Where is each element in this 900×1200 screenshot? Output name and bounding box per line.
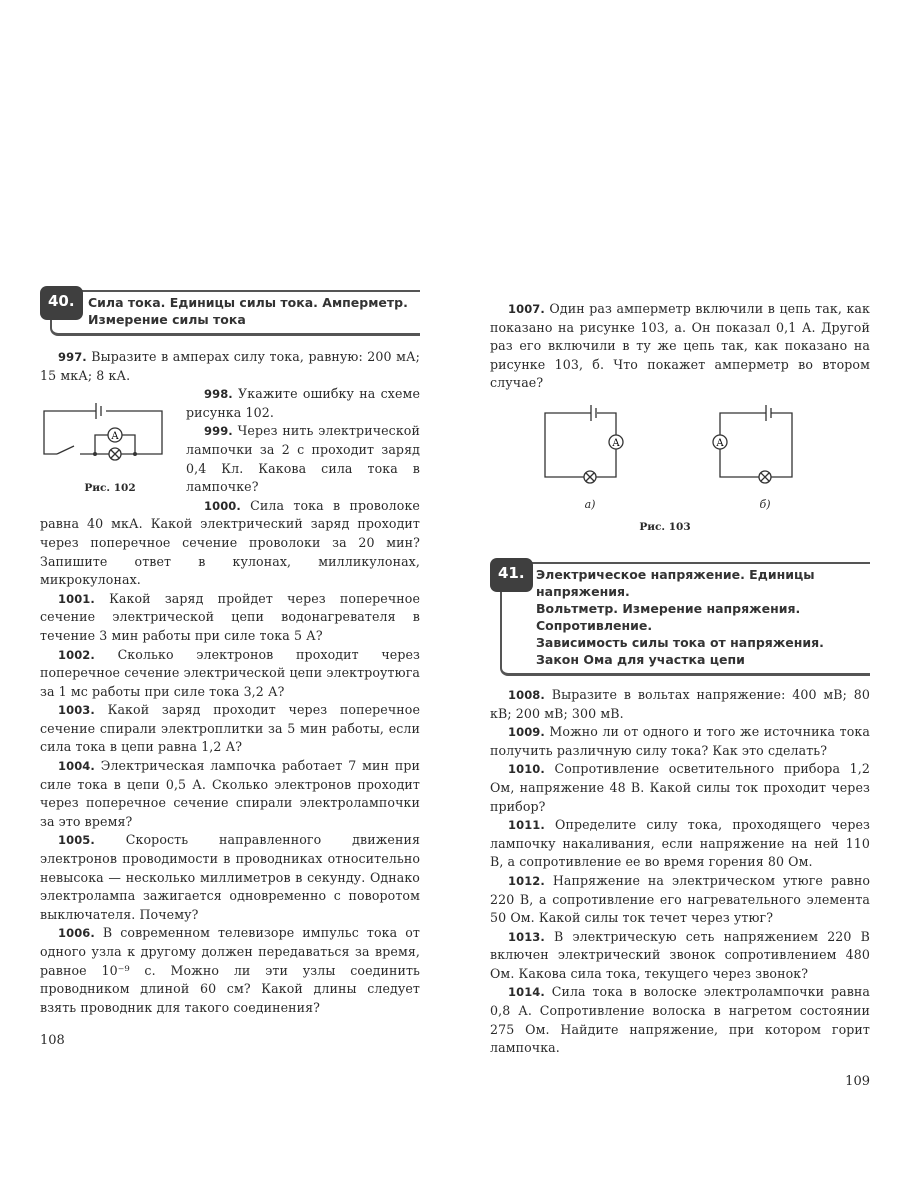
ammeter-label-a: A: [612, 437, 620, 449]
sublabel-b: б): [759, 497, 771, 511]
problem: 1008. Выразите в вольтах напряжение: 400 мВ; 80 кВ; 200 мВ; 300 мВ.: [490, 686, 871, 721]
problem: 1013. В электрическую сеть напряжением 220 В включен электрический звонок сопротивлением 480 Ом. Какова сила тока, текущего через звонок?: [490, 928, 871, 981]
problem: 1014. Сила тока в волоске электролампочки равна 0,8 А. Сопротивление волоска в нагретом состоянии 275 Ом. Найдите напряжение, при котором горит лампочка.: [490, 984, 870, 1056]
circuit-diagram-102: [40, 391, 170, 471]
section-number: 41.: [490, 558, 533, 592]
section-title: Сила тока. Единицы силы тока. Амперметр. Измерение силы тока: [88, 295, 408, 327]
left-page: [40, 286, 420, 1049]
problem: 1000. Сила тока в проволоке равна 40 мкА. Какой электрический заряд проходит через поперечное сечение проволоки за 20 мин? Запишите ответ в кулонах, милликулонах, микрокулонах.: [40, 497, 420, 588]
problem: 1011. Определите силу тока, проходящего через лампочку накаливания, если напряжение на ней 110 В, а сопротивление ее во время горения 80 Ом.: [490, 817, 870, 870]
figure-102: [40, 391, 180, 495]
problem: 1003. Какой заряд проходит через поперечное сечение спирали электроплитки за 5 мин работы, если сила тока в цепи равна 1,2 А?: [40, 702, 421, 755]
problem: 1010. Сопротивление осветительного прибора 1,2 Ом, напряжение 48 В. Какой силы ток проходит через прибор?: [490, 761, 870, 814]
page-number: 109: [845, 1073, 870, 1089]
figure-caption: Рис. 103: [639, 520, 691, 533]
figure-103: [540, 405, 840, 534]
problem: 1001. Какой заряд пройдет через поперечное сечение электрической цепи водонагревателя в течение 3 мин работы при силе тока 5 А?: [40, 590, 421, 643]
page-number: 108: [40, 1033, 65, 1049]
problem: 999. Через нить электрической лампочки за 2 с проходит заряд 0,4 Кл. Какова сила тока в лампочке?: [186, 423, 420, 495]
section-number: 40.: [40, 286, 83, 320]
problem: 998. Укажите ошибку на схеме рисунка 102.: [186, 386, 420, 420]
problem: 997. Выразите в амперах силу тока, равную: 200 мА; 15 мкА; 8 кА.: [40, 349, 421, 383]
problems-list: [40, 348, 420, 1017]
figure-sublabels: [540, 498, 840, 514]
problem: 1012. Напряжение на электрическом утюге равно 220 В, а сопротивление его нагревательного элемента 50 Ом. Какой силы ток течет через утюг?: [490, 872, 870, 926]
circuit-diagrams-103: [540, 405, 840, 490]
problem: 1006. В современном телевизоре импульс тока от одного узла к другому должен передаваться за время, равное 10⁻⁹ с. Можно ли эти узлы соединить проводником длиной 60 см? Какой длины следует взять проводник для такого соединения?: [40, 925, 420, 1015]
problem: 1005. Скорость направленного движения электронов проводимости в проводниках относительно невысока — несколько миллиметров в секунду. Однако электролампа зажигается одновременно с поворотом выключателя. Почему?: [40, 832, 420, 922]
sublabel-a: а): [584, 497, 596, 511]
ammeter-label-b: A: [716, 437, 724, 449]
problem: 1007. Один раз амперметр включили в цепь так, как показано на рисунке 103, а. Он показал 0,1 А. Другой раз его включили в ту же цепь так, как показано на рисунке 103, б. Что покажет амперметр во втором случае?: [490, 301, 870, 391]
problem: 1002. Сколько электронов проходит через поперечное сечение электрической цепи электроутюга за 1 мс работы при силе тока 3,2 А?: [40, 646, 421, 699]
right-page: [490, 300, 870, 1090]
section-header-41: [490, 558, 870, 676]
problem: 1004. Электрическая лампочка работает 7 мин при силе тока в цепи 0,5 А. Сколько электронов проходит через поперечное сечение спирали электролампочки за это время?: [40, 758, 421, 829]
section-header-40: [40, 286, 420, 336]
ammeter-label: A: [111, 431, 119, 443]
figure-caption: Рис. 102: [84, 482, 136, 495]
problem: 1009. Можно ли от одного и того же источника тока получить различную силу тока? Как это сделать?: [490, 724, 870, 758]
problems-list: [490, 686, 870, 1058]
section-title: Электрическое напряжение. Единицы напряжения. Вольтметр. Измерение напряжения. Сопротивление. Зависимость силы тока от напряжения. Закон Ома для участка цепи: [536, 566, 824, 667]
